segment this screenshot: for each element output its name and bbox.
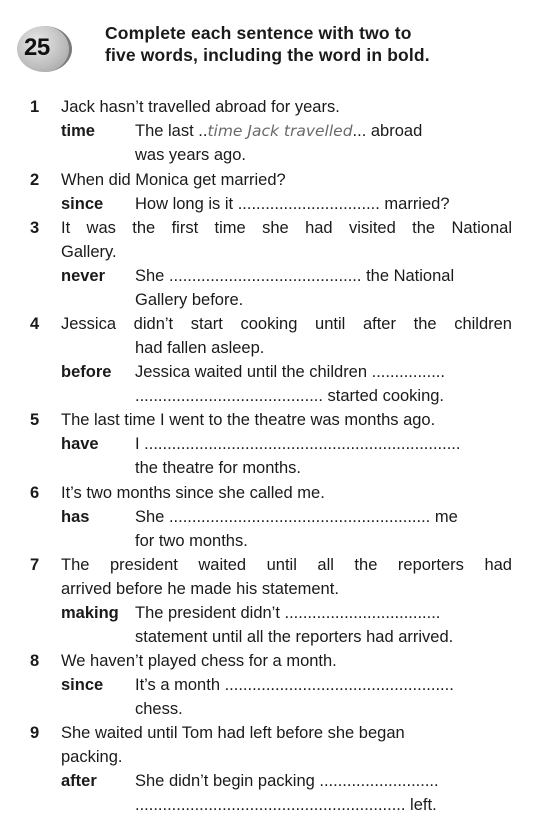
item-answer-line-2: ........................................................... left. — [135, 796, 437, 814]
item-sentence: She waited until Tom had left before she began — [61, 724, 405, 742]
item-number: 3 — [30, 219, 40, 237]
item-answer-line-2: for two months. — [135, 532, 248, 550]
exercise-item-1 — [0, 95, 554, 167]
item-sentence-cont: had fallen asleep. — [135, 339, 265, 357]
item-answer-line-1: How long is it ............................... married? — [135, 195, 450, 213]
item-keyword: since — [61, 676, 104, 694]
item-answer-line-1: Jessica waited until the children ................ — [135, 363, 445, 381]
item-sentence: Jessica didn’t start cooking until after the children — [61, 315, 512, 333]
item-number: 6 — [30, 484, 40, 502]
item-sentence: Jack hasn’t travelled abroad for years. — [61, 98, 340, 116]
handwritten-answer: time Jack travelled — [207, 122, 353, 140]
item-keyword: never — [61, 267, 106, 285]
item-answer-line-1: She didn’t begin packing .......................... — [135, 772, 439, 790]
exercise-item-8 — [0, 649, 554, 721]
item-keyword: has — [61, 508, 90, 526]
item-number: 8 — [30, 652, 40, 670]
exercise-item-4 — [0, 312, 554, 408]
item-sentence-cont: Gallery. — [61, 243, 117, 261]
item-number: 1 — [30, 98, 40, 116]
item-sentence: The president waited until all the reporters had — [61, 556, 512, 574]
item-keyword: after — [61, 772, 97, 790]
answer-prefix: The last .. — [135, 122, 208, 140]
instruction-text — [105, 22, 535, 66]
item-answer-line-1: She .......................................... the National — [135, 267, 455, 285]
instruction-line-2: five words, including the word in bold. — [105, 45, 430, 65]
item-keyword: have — [61, 435, 99, 453]
item-sentence: The last time I went to the theatre was months ago. — [61, 411, 436, 429]
item-answer-line-1: I ..................................................................... — [135, 435, 461, 453]
item-number: 2 — [30, 171, 40, 189]
item-sentence: It’s two months since she called me. — [61, 484, 325, 502]
item-answer-line-2: Gallery before. — [135, 291, 244, 309]
item-answer-line-2: ......................................... started cooking. — [135, 387, 445, 405]
item-answer-line-1: It’s a month .................................................. — [135, 676, 454, 694]
item-answer-line-1: The president didn’t .................................. — [135, 604, 441, 622]
item-sentence: It was the first time she had visited the National — [61, 219, 512, 237]
item-sentence-cont: packing. — [61, 748, 123, 766]
exercise-item-7 — [0, 553, 554, 649]
exercise-number-badge — [17, 26, 72, 72]
item-answer-line-2: was years ago. — [135, 146, 246, 164]
item-keyword: time — [61, 122, 95, 140]
item-number: 7 — [30, 556, 40, 574]
item-answer-line-2: statement until all the reporters had arrived. — [135, 628, 454, 646]
item-sentence: When did Monica get married? — [61, 171, 286, 189]
item-answer-line-2: chess. — [135, 700, 183, 718]
exercise-item-3 — [0, 216, 554, 312]
item-sentence: We haven’t played chess for a month. — [61, 652, 337, 670]
item-keyword: making — [61, 604, 119, 622]
item-number: 9 — [30, 724, 40, 742]
exercise-item-2 — [0, 168, 554, 216]
answer-suffix: ... abroad — [352, 122, 423, 140]
exercise-header — [0, 0, 554, 80]
item-number: 5 — [30, 411, 40, 429]
instruction-line-1: Complete each sentence with two to — [105, 23, 412, 43]
exercise-item-5 — [0, 408, 554, 480]
item-answer-line-2: the theatre for months. — [135, 459, 302, 477]
item-answer-line-1 — [135, 119, 512, 143]
item-answer-line-1: She ......................................................... me — [135, 508, 458, 526]
item-number: 4 — [30, 315, 40, 333]
exercise-number: 25 — [24, 34, 50, 61]
exercise-item-6 — [0, 481, 554, 553]
exercise-item-9 — [0, 721, 554, 817]
item-keyword: before — [61, 363, 112, 381]
item-keyword: since — [61, 195, 104, 213]
item-sentence-cont: arrived before he made his statement. — [61, 580, 339, 598]
